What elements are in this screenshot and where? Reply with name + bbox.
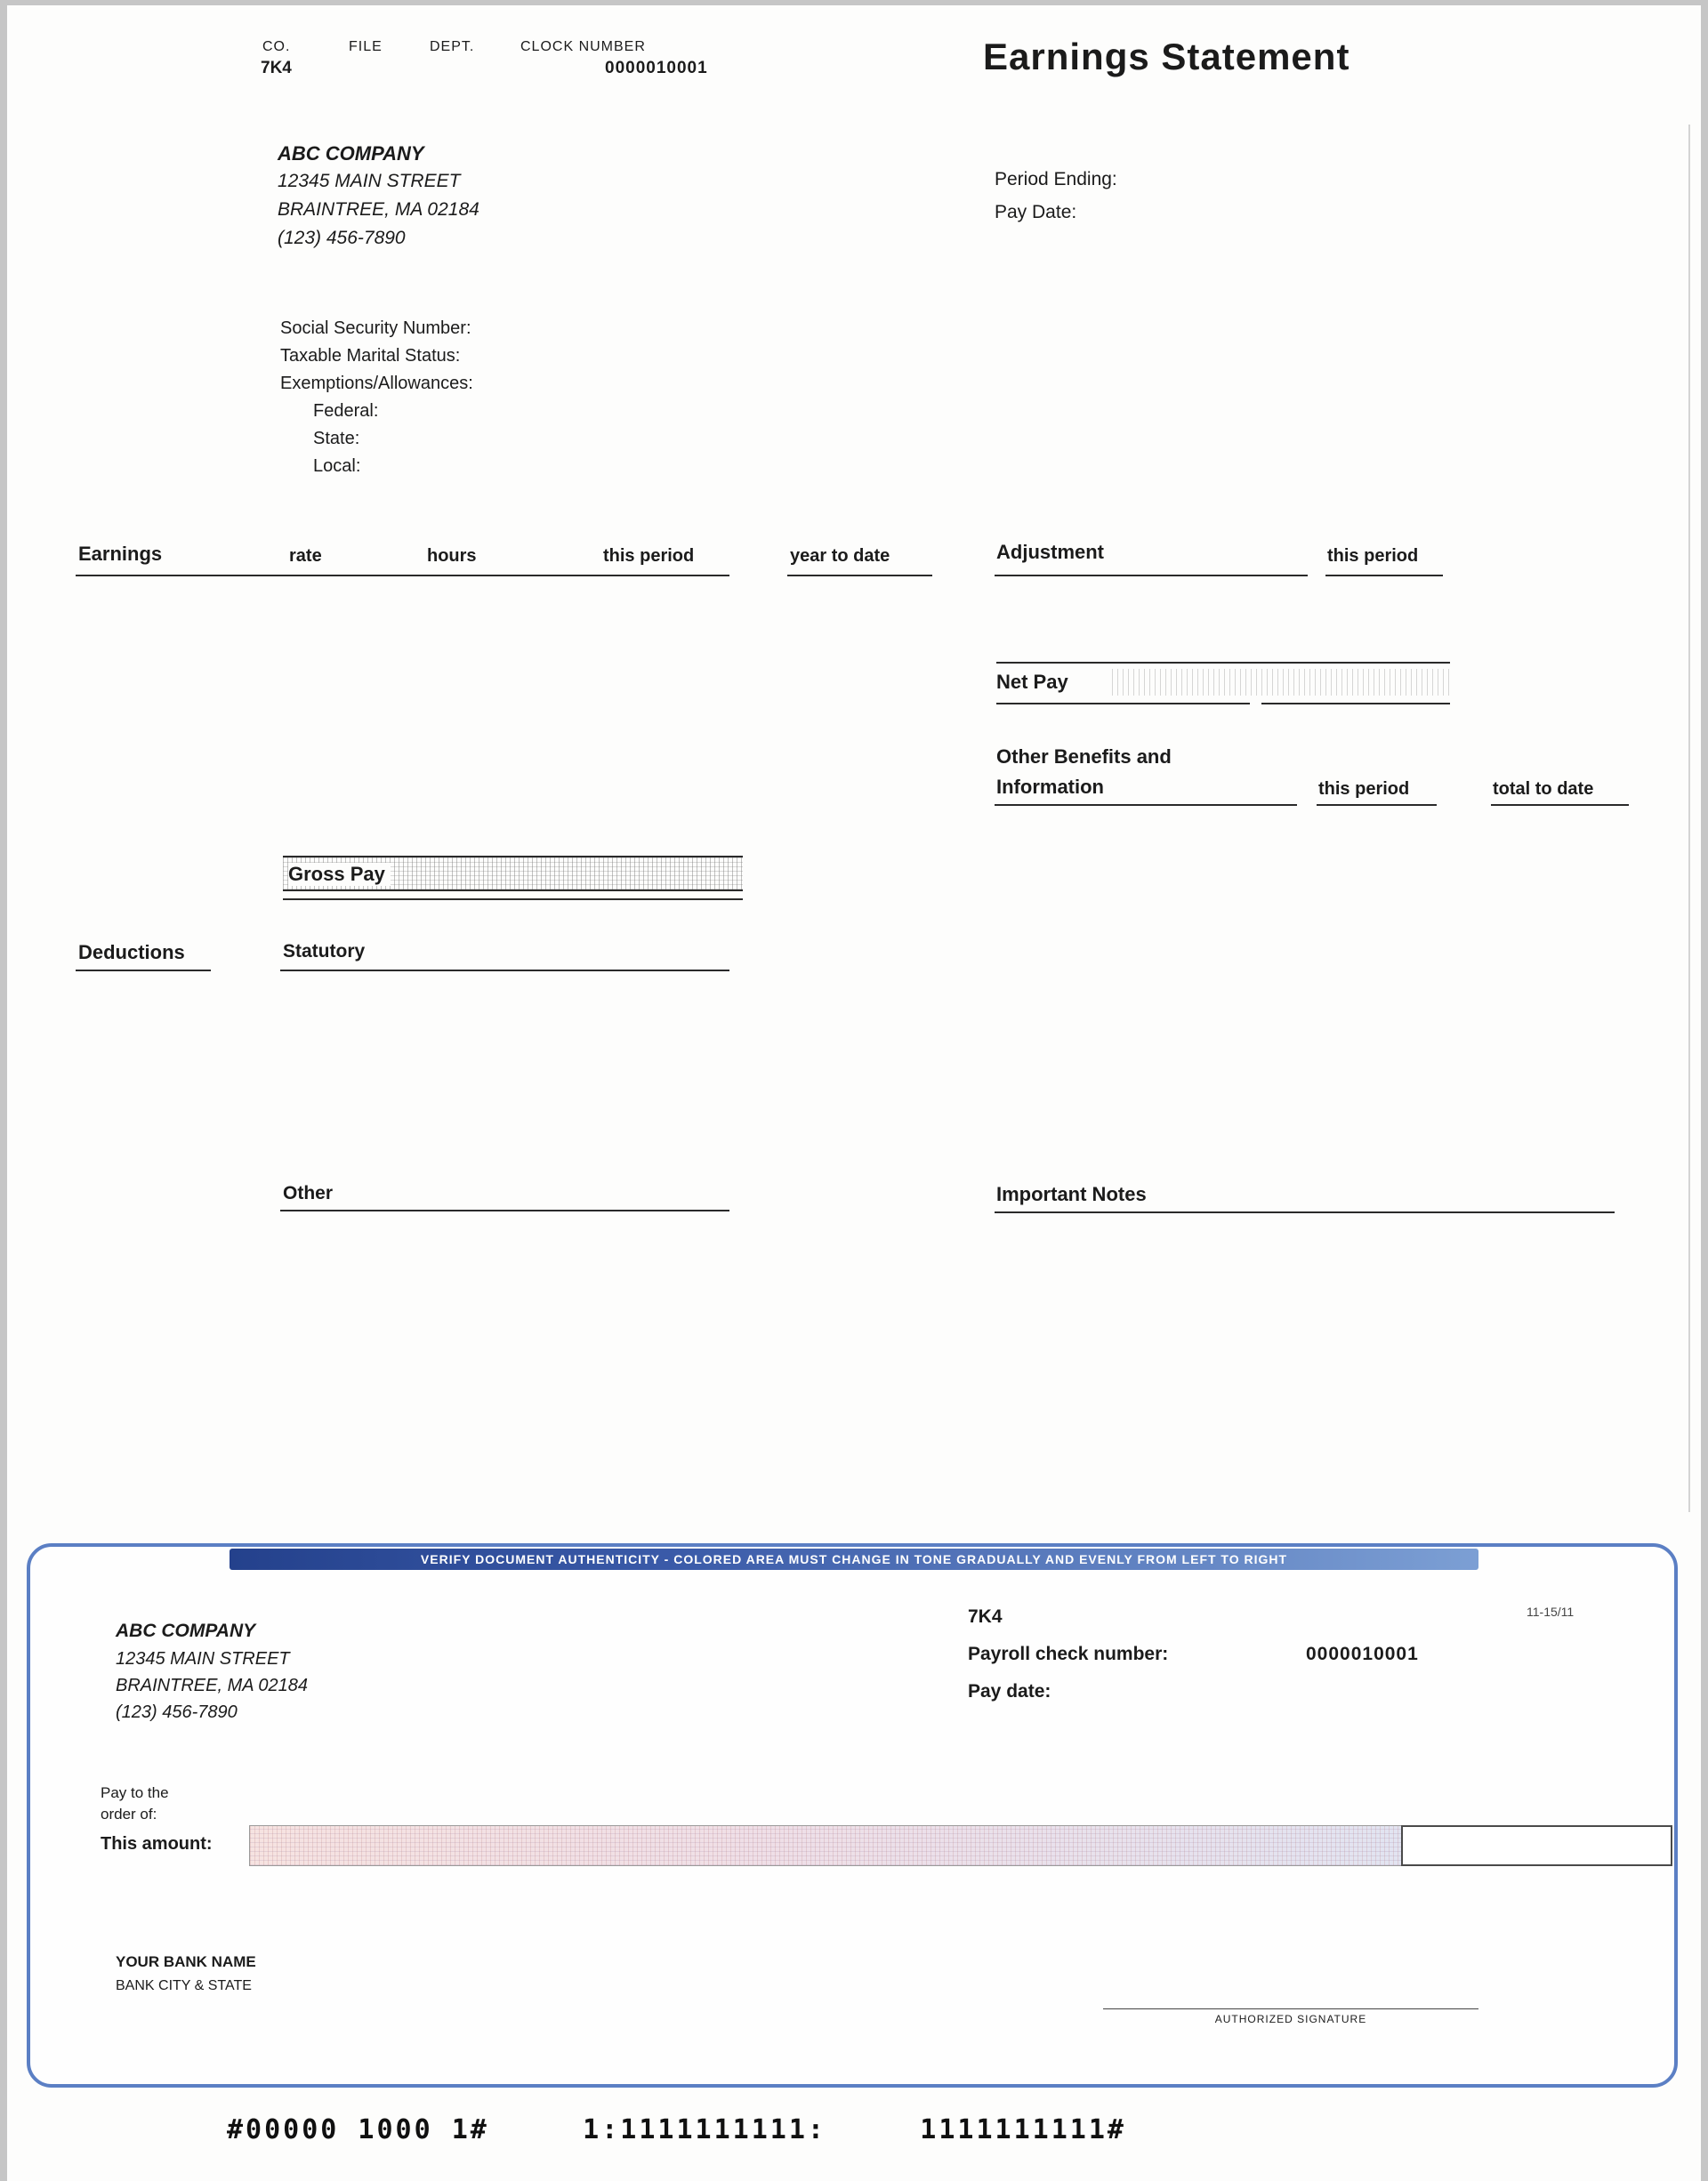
this-period-column-header: this period [603,546,695,566]
important-notes-header: Important Notes [996,1183,1147,1205]
page-edge-right [1701,0,1708,2181]
bank-name: YOUR BANK NAME [116,1953,256,1970]
pay-to-line2: order of: [101,1806,157,1823]
marital-status-label: Taxable Marital Status: [280,346,461,366]
other-deductions-header: Other [283,1183,334,1203]
deductions-header: Deductions [78,941,185,963]
authenticity-banner: VERIFY DOCUMENT AUTHENTICITY - COLORED AREA MUST CHANGE IN TONE GRADUALLY AND EVENLY FROM LEFT TO RIGHT [230,1549,1478,1570]
important-notes-rule [995,1211,1615,1213]
company-address1: 12345 MAIN STREET [278,171,461,191]
statutory-rule [280,970,729,971]
benefits-header-rule [995,804,1297,806]
company-address2: BRAINTREE, MA 02184 [278,199,479,220]
adjustment-header-rule [995,575,1308,576]
check-company-code: 7K4 [968,1606,1003,1627]
check-company-phone: (123) 456-7890 [116,1702,238,1722]
gross-pay-bottom-rule [283,898,743,900]
earnings-header-rule [76,575,729,576]
bank-city-state: BANK CITY & STATE [116,1978,252,1993]
net-pay-bottom-rule-left [996,703,1250,704]
clock-number-label: CLOCK NUMBER [520,39,646,54]
state-label: State: [313,429,360,448]
benefits-total-to-date-header: total to date [1493,779,1594,799]
rate-column-header: rate [289,546,322,566]
signature-line [1103,2008,1478,2009]
check-company-address2: BRAINTREE, MA 02184 [116,1676,309,1695]
file-label: FILE [349,39,383,54]
pay-date-label: Pay Date: [995,202,1077,222]
this-amount-label: This amount: [101,1834,213,1854]
page-edge-left [0,0,7,2181]
benefits-period-rule [1317,804,1437,806]
authorized-signature-label: AUTHORIZED SIGNATURE [1214,2013,1367,2025]
amount-security-field [249,1825,1402,1866]
co-value: 7K4 [261,59,292,77]
earnings-column-header: Earnings [78,543,163,565]
net-pay-top-rule [996,662,1450,664]
company-name: ABC COMPANY [278,142,424,165]
check-date-ref: 11-15/11 [1527,1605,1575,1619]
company-phone: (123) 456-7890 [278,228,406,248]
ytd-header-rule [787,575,932,576]
page-edge-top [0,0,1708,5]
local-label: Local: [313,456,361,476]
pay-to-line1: Pay to the [101,1784,169,1801]
payroll-check-number-value: 0000010001 [1306,1644,1419,1664]
stub-right-rule [1688,125,1690,1512]
gross-pay-label: Gross Pay [288,863,391,886]
clock-number-value: 0000010001 [605,59,708,77]
adjustment-column-header: Adjustment [996,541,1104,563]
year-to-date-column-header: year to date [790,546,890,566]
gross-pay-box [283,856,743,891]
check-body [27,1543,1678,2088]
amount-value-box [1401,1825,1672,1866]
deductions-rule [76,970,211,971]
payroll-check-number-label: Payroll check number: [968,1644,1169,1664]
net-pay-bottom-rule-right [1261,703,1450,704]
period-ending-label: Period Ending: [995,169,1117,189]
other-rule [280,1210,729,1211]
co-label: CO. [262,39,291,54]
dept-label: DEPT. [430,39,475,54]
federal-label: Federal: [313,401,379,421]
adjustment-period-rule [1325,575,1443,576]
benefits-header-line1: Other Benefits and [996,745,1172,768]
benefits-this-period-header: this period [1318,779,1410,799]
adjustment-this-period-header: this period [1327,546,1419,566]
check-pay-date-label: Pay date: [968,1681,1051,1702]
net-pay-label: Net Pay [996,671,1068,693]
hours-column-header: hours [427,546,477,566]
benefits-header-line2: Information [996,776,1104,798]
check-company-address1: 12345 MAIN STREET [116,1649,290,1669]
statutory-header: Statutory [283,941,366,962]
micr-line: #00000 1000 1# 1:1111111111: 1111111111# [227,2114,1126,2145]
page-title: Earnings Statement [983,36,1350,77]
exemptions-label: Exemptions/Allowances: [280,374,473,393]
net-pay-fill [1112,669,1450,696]
ssn-label: Social Security Number: [280,318,471,338]
benefits-ttd-rule [1491,804,1629,806]
check-company-name: ABC COMPANY [116,1621,256,1641]
